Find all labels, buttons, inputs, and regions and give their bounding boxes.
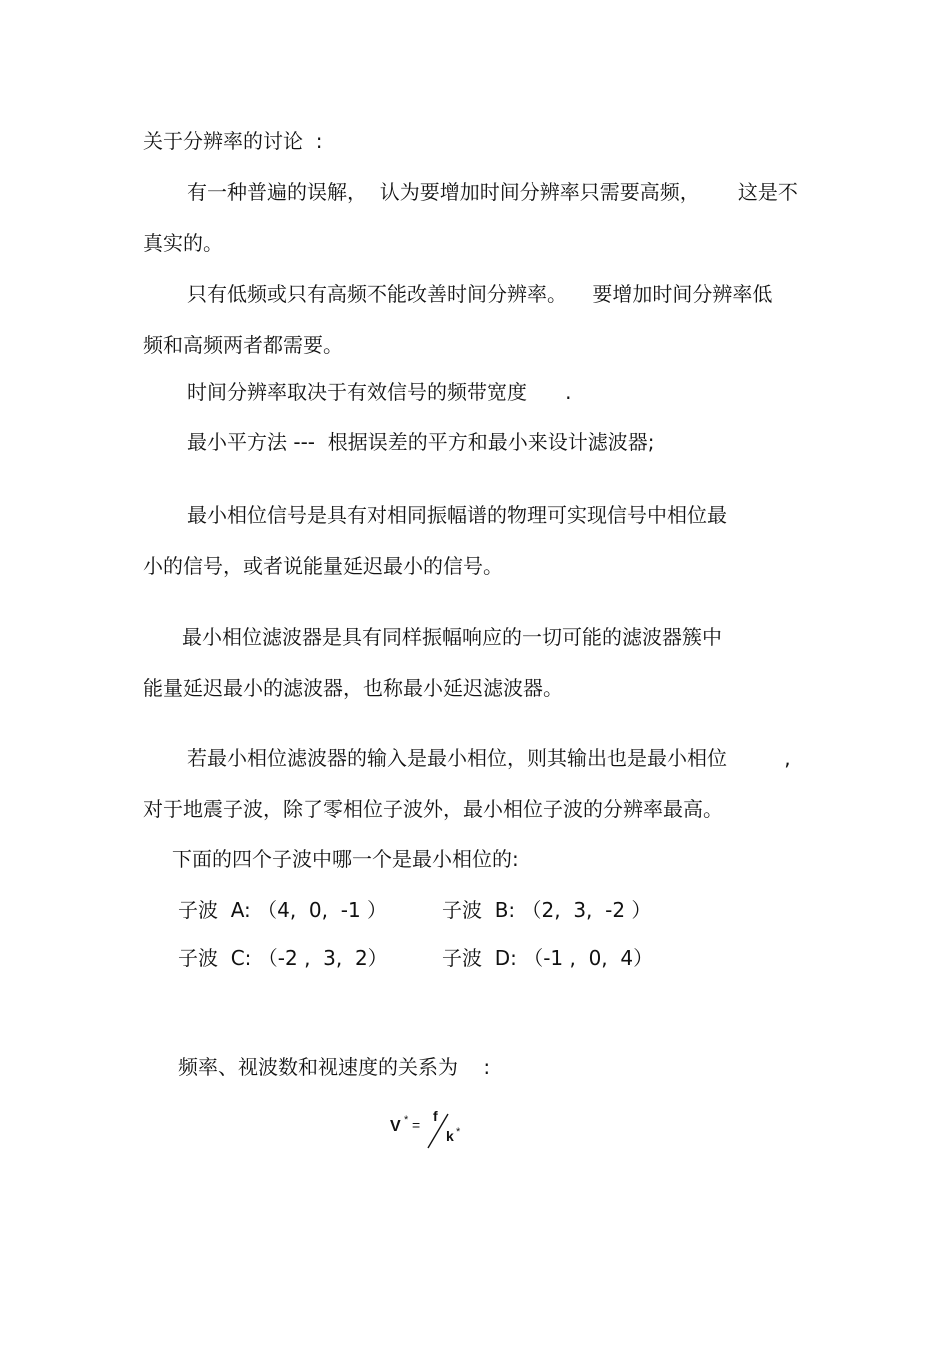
wavelet-d: 子波 D: （-1 , 0, 4） xyxy=(442,946,654,970)
question-line: 下面的四个子波中哪一个是最小相位的: xyxy=(172,847,519,871)
paragraph-line: 若最小相位滤波器的输入是最小相位，则其输出也是最小相位 , xyxy=(187,746,791,770)
paragraph-line: 只有低频或只有高频不能改善时间分辨率。 要增加时间分辨率低 xyxy=(187,282,773,306)
formula-intro: 频率、视波数和视速度的关系为 : xyxy=(178,1055,491,1079)
paragraph-line: 最小相位滤波器是具有同样振幅响应的一切可能的滤波器簇中 xyxy=(182,625,722,649)
velocity-formula xyxy=(390,1108,480,1152)
wavelet-b: 子波 B: （2, 3, -2 ） xyxy=(442,898,652,922)
paragraph-line: 对于地震子波，除了零相位子波外，最小相位子波的分辨率最高。 xyxy=(143,797,723,821)
paragraph-line: 能量延迟最小的滤波器，也称最小延迟滤波器。 xyxy=(143,676,563,700)
formula-f: f xyxy=(433,1108,438,1124)
formula-star: * xyxy=(456,1126,461,1138)
section-heading: 关于分辨率的讨论 : xyxy=(143,129,323,153)
paragraph-line: 最小相位信号是具有对相同振幅谱的物理可实现信号中相位最 xyxy=(187,503,727,527)
formula-k: k xyxy=(446,1128,454,1144)
paragraph-line: 小的信号，或者说能量延迟最小的信号。 xyxy=(143,554,503,578)
formula-equals: = xyxy=(412,1117,421,1133)
paragraph-line: 频和高频两者都需要。 xyxy=(143,333,343,357)
formula-v: V xyxy=(390,1118,401,1135)
paragraph-line: 真实的。 xyxy=(143,231,223,255)
wavelet-a: 子波 A: （4, 0, -1 ） xyxy=(178,898,388,922)
paragraph-line: 有一种普遍的误解， 认为要增加时间分辨率只需要高频， 这是不 xyxy=(187,180,798,204)
paragraph-line: 最小平方法 --- 根据误差的平方和最小来设计滤波器; xyxy=(187,430,655,454)
formula-star: * xyxy=(404,1114,409,1126)
paragraph-line: 时间分辨率取决于有效信号的频带宽度 . xyxy=(187,380,572,404)
wavelet-c: 子波 C: （-2 , 3, 2） xyxy=(178,946,388,970)
